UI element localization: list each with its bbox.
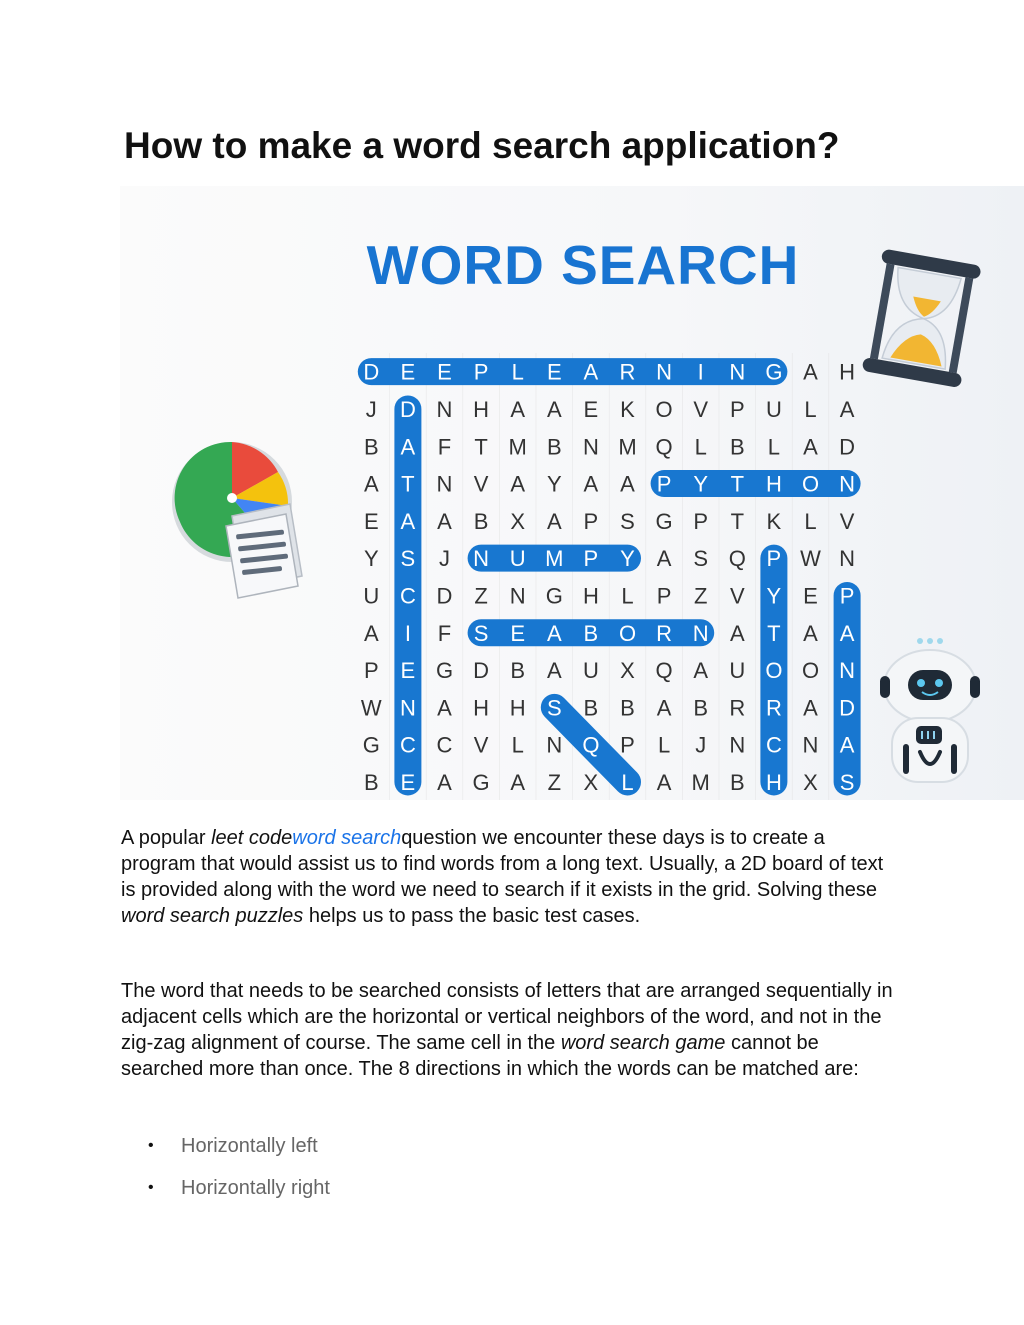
grid-letter: U	[765, 396, 782, 422]
grid-letter: P	[583, 546, 599, 572]
grid-letter: E	[510, 620, 526, 646]
hero-illustration	[120, 186, 1024, 800]
grid-letter: N	[436, 396, 453, 422]
grid-letter: U	[582, 658, 599, 684]
grid-letter: B	[363, 769, 379, 795]
grid-letter: L	[511, 732, 524, 758]
grid-letter: L	[511, 359, 524, 385]
grid-letter: L	[804, 508, 817, 534]
directions-list	[121, 1132, 330, 1216]
grid-letter: N	[729, 359, 746, 385]
grid-letter: C	[399, 732, 416, 758]
rules-paragraph	[121, 978, 901, 1082]
grid-letter: T	[730, 471, 745, 497]
grid-letter: U	[729, 658, 746, 684]
grid-letter: J	[365, 396, 377, 422]
grid-letter: V	[839, 508, 855, 534]
grid-letter: P	[363, 658, 379, 684]
word-search-link[interactable]: word search	[292, 827, 402, 849]
bullet-icon: •	[148, 1137, 154, 1154]
grid-letter: H	[839, 359, 856, 385]
p1-before: A popular	[121, 827, 212, 849]
p2-after: cannot be searched more than once. The 8 directions in which the words can be matched are:	[121, 1032, 859, 1080]
grid-letter: O	[618, 620, 637, 646]
grid-letter: K	[766, 508, 782, 534]
grid-letter: P	[839, 583, 855, 609]
grid-letter: B	[363, 434, 379, 460]
bullet-icon: •	[148, 1179, 154, 1196]
grid-letter: D	[839, 434, 856, 460]
grid-letter: L	[767, 434, 781, 460]
grid-letter: Y	[546, 471, 562, 497]
grid-letter: D	[473, 658, 490, 684]
grid-letter: A	[583, 359, 599, 385]
grid-letter: O	[801, 471, 820, 497]
grid-letter: A	[510, 396, 526, 422]
grid-letter: A	[839, 732, 855, 758]
grid-letter: A	[839, 620, 855, 646]
grid-letter: E	[400, 769, 416, 795]
grid-letter: S	[693, 546, 709, 572]
grid-letter: K	[620, 396, 635, 422]
grid-letter: Y	[693, 471, 709, 497]
grid-letter: Z	[693, 583, 708, 609]
grid-letter: I	[404, 620, 411, 646]
p2-before: The word that needs to be searched consists of letters that are arranged sequentially in adjacent cells which are the horizontal or vertical neighbors of the word, and not in the zig-zag alignment of course. The same cell in the	[121, 980, 893, 1054]
grid-letter: W	[360, 695, 382, 721]
grid-letter: B	[693, 695, 709, 721]
grid-letter: Y	[620, 546, 635, 572]
grid-letter: H	[509, 695, 526, 721]
grid-letter: E	[803, 583, 818, 609]
grid-letter: D	[436, 583, 453, 609]
grid-letter: G	[545, 583, 563, 609]
grid-letter: A	[546, 508, 562, 534]
grid-letter: T	[401, 471, 415, 497]
grid-letter: J	[695, 732, 707, 758]
grid-letter: E	[400, 359, 416, 385]
grid-letter: X	[510, 508, 526, 534]
grid-letter: Q	[655, 434, 673, 460]
grid-letter: M	[691, 769, 710, 795]
grid-letter: P	[656, 471, 672, 497]
grid-letter: R	[729, 695, 746, 721]
p1-tail: helps us to pass the basic test cases.	[303, 905, 641, 927]
grid-letter: H	[765, 471, 782, 497]
grid-letter: N	[473, 546, 490, 572]
p1-em2: word search puzzles	[121, 905, 304, 927]
grid-letter: P	[729, 396, 745, 422]
grid-letter: G	[655, 508, 673, 534]
grid-letter: O	[801, 658, 820, 684]
grid-letter: P	[766, 546, 782, 572]
grid-letter: O	[765, 658, 783, 684]
list-item-label: Horizontally right	[181, 1177, 330, 1199]
grid-letter: L	[657, 732, 671, 758]
grid-letter: E	[546, 359, 562, 385]
grid-letter: O	[655, 396, 673, 422]
grid-letter: T	[767, 620, 781, 646]
grid-letter: P	[693, 508, 709, 534]
grid-letter: R	[656, 620, 673, 646]
grid-letter: F	[437, 434, 452, 460]
page-title: How to make a word search application?	[124, 125, 840, 166]
grid-letter: T	[474, 434, 488, 460]
robot-icon	[880, 638, 980, 782]
grid-letter: N	[692, 620, 709, 646]
grid-letter: L	[621, 769, 634, 795]
grid-letter: A	[839, 396, 855, 422]
grid-letter: A	[437, 695, 452, 721]
grid-letter: C	[399, 583, 416, 609]
grid-letter: N	[399, 695, 416, 721]
grid-letter: A	[546, 396, 562, 422]
grid-letter: S	[620, 508, 635, 534]
grid-letter: A	[510, 769, 526, 795]
grid-letter: X	[583, 769, 599, 795]
grid-letter: H	[473, 695, 490, 721]
grid-letter: N	[436, 471, 453, 497]
p1-after: question we encounter these days is to create a program that would assist us to find words from a long text. Usually, a 2D board of text is provided along with the word we need to search if it exists in the grid. Solving these	[121, 827, 884, 901]
grid-letter: Q	[582, 732, 600, 758]
grid-letter: V	[473, 732, 489, 758]
grid-letter: U	[363, 583, 380, 609]
grid-letter: S	[400, 546, 416, 572]
grid-letter: X	[803, 769, 818, 795]
grid-letter: D	[839, 695, 856, 721]
grid-letter: G	[435, 658, 454, 684]
grid-letter: B	[546, 434, 562, 460]
grid-letter: B	[473, 508, 489, 534]
grid-letter: A	[693, 658, 709, 684]
grid-letter: L	[804, 396, 817, 422]
grid-letter: A	[363, 620, 379, 646]
grid-letter: S	[546, 695, 562, 721]
grid-letter: A	[729, 620, 745, 646]
grid-letter: N	[839, 658, 856, 684]
grid-letter: P	[473, 359, 489, 385]
grid-letter: J	[439, 546, 450, 572]
grid-letter: G	[362, 732, 380, 758]
grid-letter: I	[697, 359, 704, 385]
grid-letter: T	[730, 508, 745, 534]
grid-letter: E	[363, 508, 379, 534]
grid-letter: N	[839, 471, 856, 497]
grid-letter: H	[582, 583, 599, 609]
grid-letter: G	[472, 769, 490, 795]
grid-letter: M	[618, 434, 637, 460]
list-item	[121, 1132, 330, 1174]
grid-letter: N	[546, 732, 563, 758]
grid-letter: B	[729, 769, 745, 795]
list-item	[121, 1174, 330, 1216]
grid-letter: C	[765, 732, 782, 758]
grid-letter: A	[620, 471, 635, 497]
grid-letter: A	[803, 620, 818, 646]
grid-letter: A	[656, 769, 672, 795]
grid-letter: S	[839, 769, 855, 795]
grid-letter: E	[583, 396, 599, 422]
grid-letter: V	[473, 471, 489, 497]
list-item-label: Horizontally left	[181, 1135, 318, 1157]
grid-letter: A	[656, 546, 672, 572]
grid-letter: A	[803, 359, 818, 385]
grid-letter: A	[437, 508, 452, 534]
grid-letter: N	[509, 583, 526, 609]
grid-letter: M	[508, 434, 527, 460]
hourglass-icon	[862, 249, 982, 388]
p2-em: word search game	[560, 1032, 726, 1054]
grid-letter: Q	[655, 658, 673, 684]
grid-letter: F	[437, 620, 452, 646]
grid-letter: P	[583, 508, 599, 534]
grid-letter: W	[800, 546, 821, 572]
grid-letter: Z	[547, 769, 562, 795]
grid-letter: H	[473, 396, 490, 422]
p1-em: leet code	[211, 827, 293, 849]
grid-letter: A	[583, 471, 599, 497]
grid-letter: A	[400, 434, 416, 460]
grid-letter: A	[437, 769, 452, 795]
grid-letter: R	[765, 695, 782, 721]
grid-letter: L	[621, 583, 634, 609]
grid-letter: B	[510, 658, 526, 684]
grid-letter: N	[839, 546, 856, 572]
grid-letter: A	[400, 508, 416, 534]
grid-letter: A	[546, 658, 562, 684]
grid-letter: P	[656, 583, 672, 609]
grid-letter: B	[729, 434, 745, 460]
grid-letter: M	[545, 546, 564, 572]
grid-letter: E	[437, 359, 452, 385]
word-search-grid	[361, 353, 855, 800]
grid-letter: Y	[363, 546, 379, 572]
grid-letter: A	[803, 695, 818, 721]
grid-letter: R	[619, 359, 636, 385]
document-icon	[226, 504, 302, 598]
word-search-heading: WORD SEARCH	[366, 234, 800, 296]
grid-letter: A	[546, 620, 562, 646]
grid-letter: H	[765, 769, 782, 795]
grid-letter: U	[509, 546, 526, 572]
grid-letter: Z	[474, 583, 488, 609]
grid-letter: D	[363, 359, 380, 385]
grid-letter: B	[583, 695, 599, 721]
grid-letter: D	[399, 396, 416, 422]
intro-paragraph	[121, 825, 901, 929]
grid-letter: A	[803, 434, 818, 460]
grid-letter: L	[694, 434, 707, 460]
grid-letter: B	[583, 620, 599, 646]
grid-letter: A	[656, 695, 672, 721]
grid-letter: E	[400, 658, 416, 684]
grid-letter: N	[656, 359, 673, 385]
grid-letter: C	[436, 732, 453, 758]
grid-letter: S	[473, 620, 489, 646]
grid-letter: V	[693, 396, 709, 422]
grid-letter: X	[620, 658, 635, 684]
grid-letter: B	[620, 695, 635, 721]
grid-letter: N	[582, 434, 599, 460]
grid-letter: A	[363, 471, 379, 497]
grid-letter: P	[620, 732, 635, 758]
grid-letter: V	[729, 583, 745, 609]
grid-letter: A	[510, 471, 526, 497]
grid-letter: Q	[728, 546, 746, 572]
grid-letter: N	[802, 732, 819, 758]
grid-letter: N	[729, 732, 746, 758]
grid-letter: G	[765, 359, 783, 385]
grid-letter: Y	[766, 583, 782, 609]
